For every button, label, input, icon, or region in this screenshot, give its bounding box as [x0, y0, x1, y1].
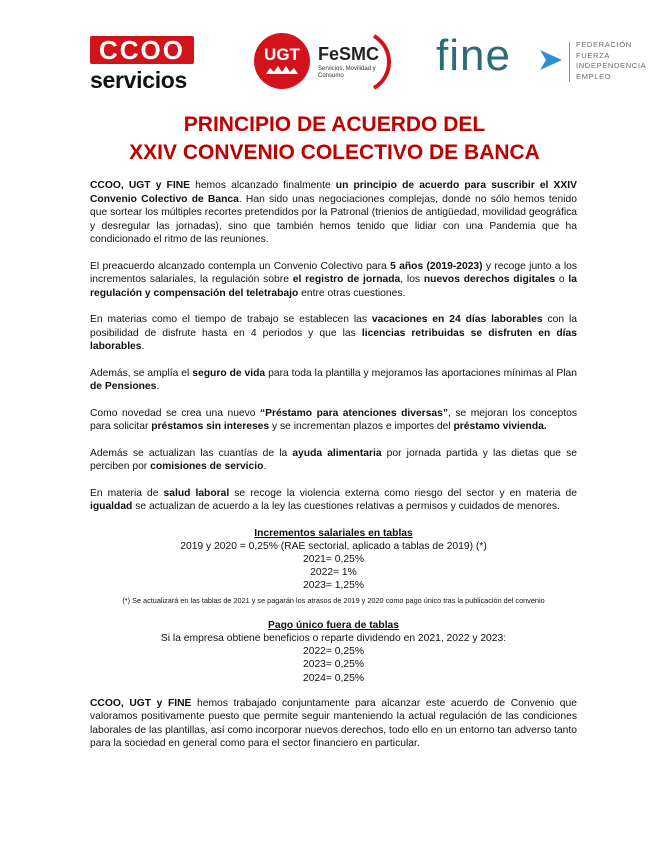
- bold-text: nuevos derechos digitales: [423, 274, 556, 285]
- ccoo-logo-mark: CCOO: [90, 36, 194, 64]
- text: se recoge la violencia externa como riesgo del sector y en materia de: [229, 487, 577, 499]
- text: En materias como el tiempo de trabajo se establecen las: [90, 314, 372, 325]
- paragraph-prestamos: [90, 407, 577, 434]
- text: El preacuerdo alcanzado contempla un Convenio Colectivo para: [90, 260, 391, 272]
- bold-text: préstamos sin intereses: [151, 421, 270, 432]
- logo-bar: [0, 30, 669, 100]
- text: por jornada partida y las dietas que se perciben por: [90, 447, 577, 472]
- bold-text: licencias retribuidas se disfruten en días laborables: [90, 327, 577, 352]
- bold-text: 5 años (2019-2023): [390, 260, 483, 272]
- text: .: [156, 381, 160, 392]
- increment-line: 2021= 0,25%: [303, 553, 364, 565]
- text: para toda la plantilla y mejoramos las aportaciones mínimas al Plan: [265, 367, 578, 379]
- bold-text: CCOO, UGT y FINE: [90, 697, 192, 709]
- text: con la posibilidad de disfrute hasta en 4 periodos y que las: [90, 314, 577, 339]
- ccoo-logo-subtitle: servicios: [90, 67, 188, 93]
- text: Además se actualizan las cuantías de la: [90, 447, 293, 459]
- bold-text: préstamo vivienda.: [453, 421, 547, 432]
- paragraph-vacaciones: [90, 313, 577, 354]
- document-title: [0, 111, 669, 167]
- section-heading: Pago único fuera de tablas: [267, 619, 400, 631]
- increment-line: 2023= 1,25%: [303, 580, 364, 592]
- paragraph-ayuda-alimentaria: [90, 447, 577, 474]
- bold-text: la regulación y compensación del teletrabajo: [90, 274, 577, 299]
- bold-text: CCOO, UGT y FINE: [90, 180, 190, 191]
- increment-line: 2019 y 2020 = 0,25% (RAE sectorial, aplicado a tablas de 2019) (*): [180, 540, 487, 552]
- bold-text: vacaciones en 24 días laborables: [371, 314, 543, 325]
- paragraph-intro: [90, 179, 577, 247]
- paragraph-salud-igualdad: [90, 487, 577, 514]
- paragraph-preacuerdo: [90, 260, 577, 301]
- payment-line: 2022= 0,25%: [303, 646, 364, 658]
- text: Además, se amplía el: [90, 367, 193, 379]
- increment-line: 2022= 1%: [310, 567, 357, 579]
- fine-arrow-icon: [538, 48, 564, 72]
- text: o: [555, 274, 569, 285]
- fine-tagline-line: FEDERACIÓN: [576, 40, 632, 49]
- single-payment-section: [90, 619, 577, 685]
- text: entre otras cuestiones.: [298, 287, 406, 299]
- bold-text: salud laboral: [163, 487, 230, 499]
- fine-tagline-line: FUERZA: [576, 50, 610, 60]
- paragraph-closing: [90, 697, 577, 751]
- bold-text: un principio de acuerdo para suscribir el XXIV Convenio Colectivo de Banca: [90, 180, 577, 205]
- fine-tagline-line: EMPLEO: [576, 71, 612, 81]
- text: se actualizan de acuerdo a la ley las cuestiones relativas a permisos y cuidados de menores.: [132, 501, 560, 512]
- text: Como novedad se crea una nuevo: [90, 407, 261, 419]
- ugt-mark-text: UGT: [264, 45, 300, 64]
- title-line-1: PRINCIPIO DE ACUERDO DEL: [183, 113, 486, 136]
- fine-tagline: [576, 40, 646, 82]
- fine-tagline-line: INDEPENDENCIA: [576, 61, 647, 70]
- salary-increments-section: [90, 527, 577, 607]
- payment-line: Si la empresa obtiene beneficios o reparte dividendo en 2021, 2022 y 2023:: [160, 632, 507, 644]
- document-body: [90, 179, 577, 764]
- fine-logo: [436, 31, 647, 86]
- text: .: [263, 461, 267, 472]
- text: , se mejoran los conceptos para solicitar: [90, 407, 577, 432]
- title-line-2: XXIV CONVENIO COLECTIVO DE BANCA: [129, 141, 540, 164]
- bold-text: de Pensiones: [90, 381, 157, 392]
- text: , los: [400, 274, 424, 285]
- bold-text: “Préstamo para atenciones diversas”: [260, 407, 449, 419]
- bold-text: el registro de jornada: [292, 274, 401, 285]
- payment-line: 2024= 0,25%: [303, 672, 364, 684]
- fesmc-title: FeSMC: [318, 44, 380, 64]
- text: En materia de: [90, 487, 164, 499]
- bold-text: seguro de vida: [192, 367, 266, 379]
- fine-divider: [569, 42, 570, 82]
- fine-wordmark: fine: [436, 31, 511, 80]
- bold-text: ayuda alimentaria: [292, 447, 382, 459]
- footnote: (*) Se actualizará en las tablas de 2021 y se pagarán los atrasos de 2019 y 2020 como pago único tras la publicación del convenio: [122, 595, 545, 605]
- text: y se incrementan plazos e importes del: [269, 421, 454, 432]
- text: .: [141, 341, 145, 352]
- ccoo-servicios-logo: [90, 36, 202, 94]
- bold-text: igualdad: [90, 501, 133, 512]
- fesmc-subtitle: Servicios, Movilidad y Consumo: [318, 66, 376, 79]
- ugt-fesmc-logo: [252, 30, 412, 94]
- paragraph-seguro-vida: [90, 367, 577, 394]
- text: . Han sido unas negociaciones complejas, donde no sólo hemos tenido que sortear los múltiples recortes pretendidos por la Patronal (trienios de antigüedad, movilidad geográfica y desregular las jornadas), sino que también hemos tenido que lidiar con una Pandemia que ha condicionado el ritmo de las reuniones.: [90, 193, 577, 245]
- bold-text: comisiones de servicio: [150, 461, 264, 472]
- text: y recoge junto a los incrementos salariales, la regulación sobre: [90, 260, 577, 285]
- text: hemos alcanzado finalmente: [190, 180, 336, 191]
- payment-line: 2023= 0,25%: [303, 659, 364, 671]
- text: hemos trabajado conjuntamente para alcanzar este acuerdo de Convenio que valoramos positivamente puesto que permite seguir manteniendo la actual regulación de las condiciones laborales de las plantillas, así como incorporar nuevos derechos, todo ello en un entorno tan adverso tanto para la sociedad en general como para el sector financiero en particular.: [90, 697, 577, 750]
- section-heading: Incrementos salariales en tablas: [254, 527, 413, 539]
